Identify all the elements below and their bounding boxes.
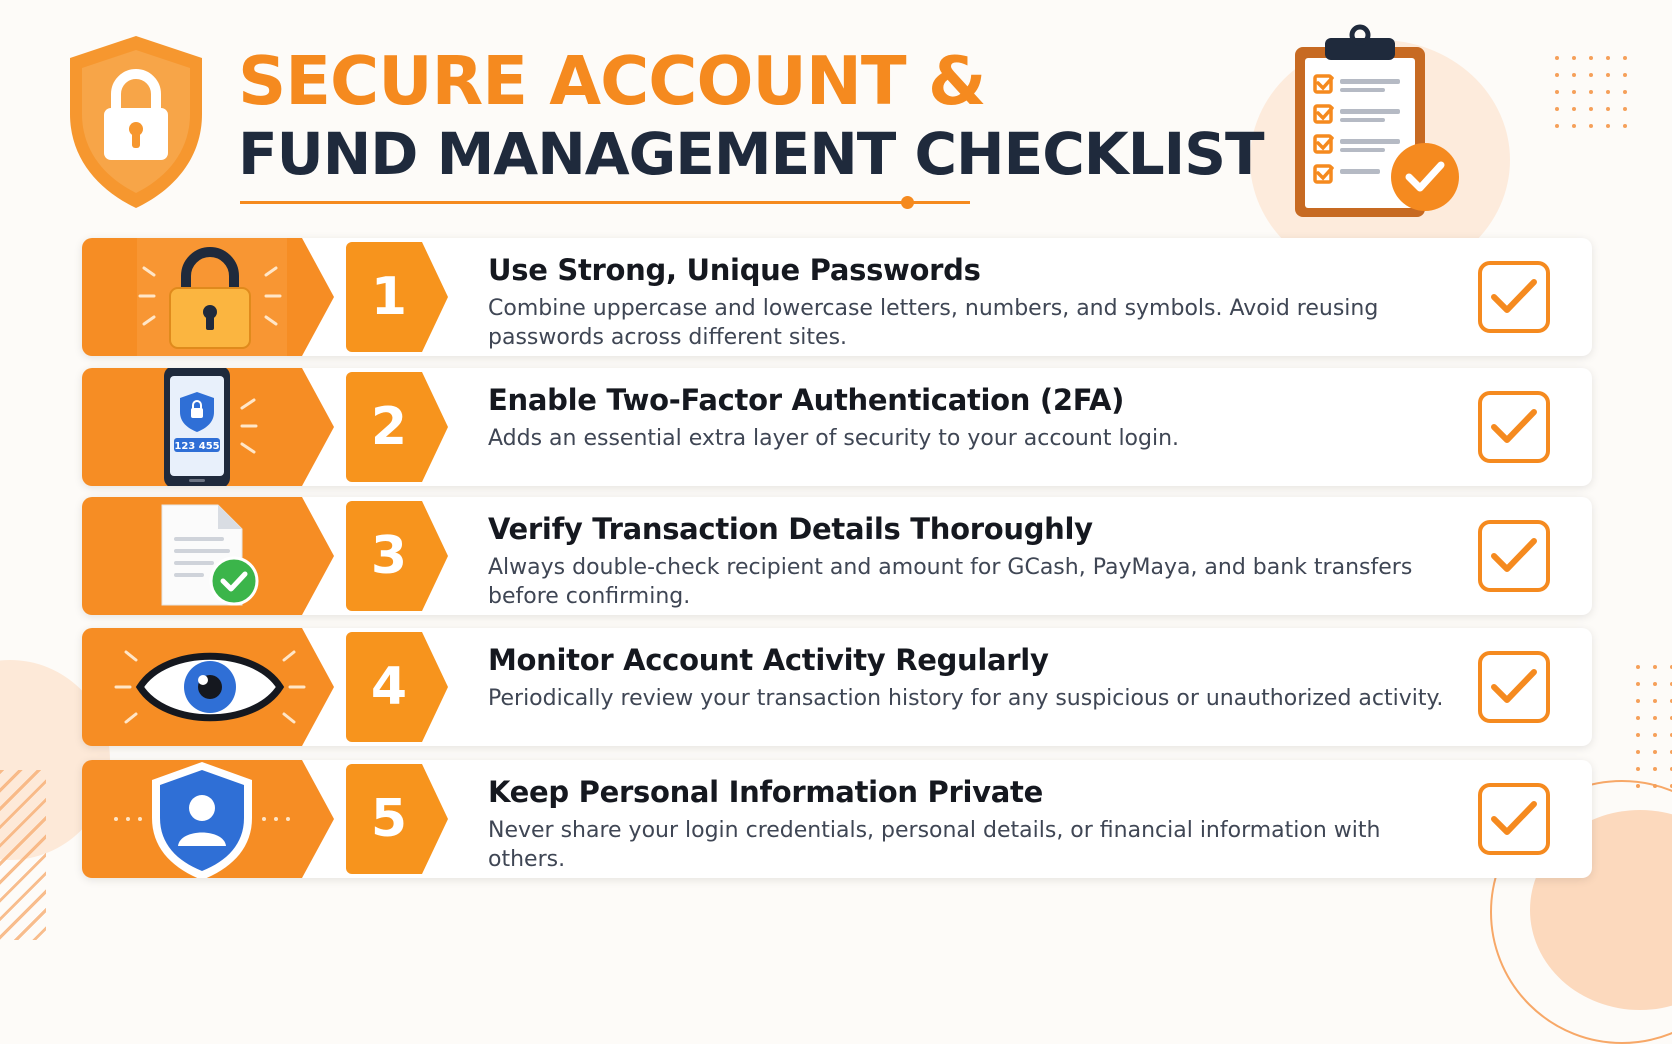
phone-code-text: 123 455 [174,441,220,452]
bg-stripes [0,770,46,940]
bg-dot-grid-right [1636,665,1672,788]
icon-panel [82,628,334,746]
icon-panel [82,238,334,356]
item-title: Use Strong, Unique Passwords [488,253,981,287]
checklist-item-1 [82,238,1592,356]
item-title: Monitor Account Activity Regularly [488,643,1049,677]
item-description: Never share your login credentials, personal details, or financial information with others. [488,818,1381,872]
item-title: Verify Transaction Details Thoroughly [488,512,1093,546]
item-description: Always double-check recipient and amount for GCash, PayMaya, and bank transfers before confirming. [488,555,1413,609]
checkbox-checked[interactable] [1477,782,1551,856]
item-number: 1 [370,267,408,327]
item-number: 3 [370,526,408,586]
item-number: 5 [370,789,408,849]
icon-panel [82,368,334,486]
checkbox-checked[interactable] [1477,390,1551,464]
item-description: Periodically review your transaction history for any suspicious or unauthorized activity. [488,686,1444,711]
clipboard-checklist-icon [1285,22,1475,227]
checklist-item-4 [82,628,1592,746]
item-number: 4 [370,657,408,717]
item-description: Combine uppercase and lowercase letters, numbers, and symbols. Avoid reusing passwords across different sites. [488,296,1379,350]
checkbox-checked[interactable] [1477,260,1551,334]
page-title-line-1: SECURE ACCOUNT & [238,42,986,120]
item-title: Enable Two-Factor Authentication (2FA) [488,383,1125,417]
page-title-line-2: FUND MANAGEMENT CHECKLIST [238,120,1264,188]
checkbox-checked[interactable] [1477,650,1551,724]
icon-panel [82,760,334,878]
checkbox-checked[interactable] [1477,519,1551,593]
item-number: 2 [370,397,408,457]
icon-panel [82,497,334,615]
title-underline [240,201,970,204]
item-title: Keep Personal Information Private [488,775,1043,809]
bg-dot-grid-top-right [1555,56,1627,128]
checklist-item-3 [82,497,1592,615]
checklist-item-5 [82,760,1592,878]
item-description: Adds an essential extra layer of security to your account login. [488,426,1180,451]
shield-lock-logo-icon [62,32,210,212]
checklist-item-2 [82,368,1592,486]
